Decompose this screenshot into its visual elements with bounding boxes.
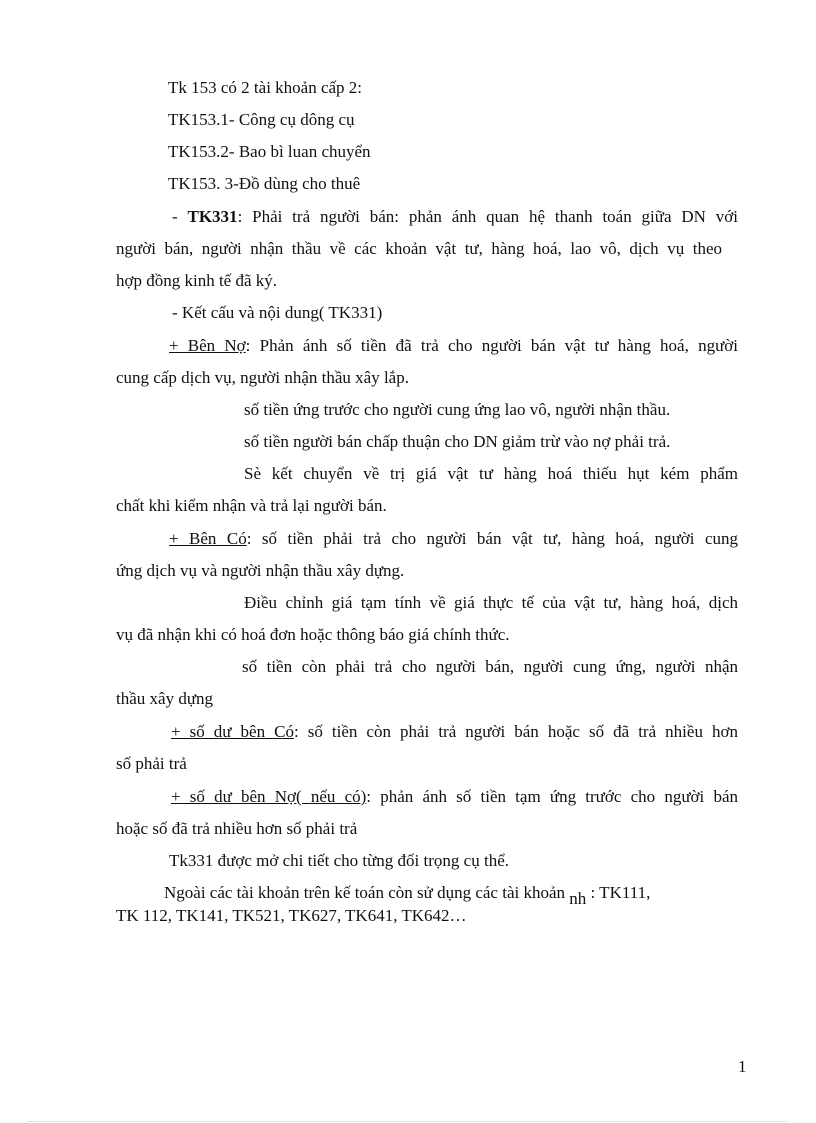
paragraph-ben-co-line1 (169, 529, 738, 549)
other-accounts-tk111: : TK111, (590, 883, 651, 902)
ben-co-item-remaining-line2: thầu xây dựng (116, 689, 214, 708)
tk331-dash: - (172, 207, 188, 226)
paragraph-du-co-line1 (171, 722, 738, 742)
paragraph-ben-co-line2: ứng dịch vụ và người nhận thầu xây dựng. (116, 561, 405, 580)
ben-co-item-adjust-line1: Điều chỉnh giá tạm tính về giá thực tế của vật tư, hàng hoá, dịch (244, 593, 738, 612)
line-tk153-2: TK153.2- Bao bì luan chuyển (168, 142, 371, 161)
ben-co-item-remaining-line1: số tiền còn phải trả cho người bán, người cung ứng, người nhận (242, 657, 738, 676)
page-number: 1 (738, 1057, 747, 1076)
paragraph-du-no-line2: hoặc số đã trả nhiều hơn số phải trả (116, 819, 358, 838)
ben-co-label: + Bên Có (169, 529, 247, 548)
other-accounts-subscript: nh (569, 889, 587, 908)
paragraph-tk331-line3: hợp đồng kinh tế đã ký. (116, 271, 278, 290)
ben-no-text: : Phản ánh số tiền đã trả cho người bán vật tư hàng hoá, người (245, 336, 738, 355)
tk331-definition: : Phải trả người bán: phản ánh quan hệ thanh toán giữa DN với (237, 207, 738, 226)
paragraph-tk331-line1 (172, 207, 738, 227)
line-tk153-intro: Tk 153 có 2 tài khoản cấp 2: (168, 78, 363, 97)
du-no-label: + số dư bên Nợ( nếu có) (171, 787, 367, 806)
ben-co-item-adjust-line2: vụ đã nhận khi có hoá đơn hoặc thông báo giá chính thức. (116, 625, 510, 644)
du-co-label: + số dư bên Có (171, 722, 294, 741)
du-no-text: : phản ánh số tiền tạm ứng trước cho người bán (366, 787, 738, 806)
ben-no-item-discount: số tiền người bán chấp thuận cho DN giảm trừ vào nợ phải trả. (244, 432, 671, 451)
paragraph-ben-no-line1 (169, 336, 738, 356)
ben-no-item-transfer-line2: chất khi kiểm nhận và trả lại người bán. (116, 496, 387, 515)
heading-structure: - Kết cấu và nội dung( TK331) (172, 303, 383, 322)
paragraph-tk331-line2: người bán, người nhận thầu về các khoản vật tư, hàng hoá, lao vô, dịch vụ theo (116, 239, 722, 258)
du-co-text: : số tiền còn phải trả người bán hoặc số đã trả nhiều hơn (293, 722, 738, 741)
tk331-term: TK331 (187, 207, 238, 226)
ben-no-item-transfer-line1: Sè kết chuyển về trị giá vật tư hàng hoá thiếu hụt kém phẩm (244, 464, 738, 483)
paragraph-other-accounts-line1 (164, 883, 651, 908)
line-tk331-detail: Tk331 được mở chi tiết cho từng đối trọng cụ thể. (169, 851, 509, 870)
paragraph-du-no-line1 (171, 787, 738, 807)
ben-no-item-advance: số tiền ứng trước cho người cung ứng lao vô, người nhận thầu. (244, 400, 671, 419)
line-tk153-1: TK153.1- Công cụ dông cụ (168, 110, 355, 129)
other-accounts-text: Ngoài các tài khoản trên kế toán còn sử dụng các tài khoản (164, 883, 566, 902)
ben-co-text: : số tiền phải trả cho người bán vật tư, hàng hoá, người cung (246, 529, 738, 548)
paragraph-ben-no-line2: cung cấp dịch vụ, người nhận thầu xây lắp. (116, 368, 409, 387)
page-bottom-rule (28, 1121, 788, 1122)
line-tk153-3: TK153. 3-Đồ dùng cho thuê (168, 174, 361, 193)
ben-no-label: + Bên Nợ (169, 336, 246, 355)
paragraph-du-co-line2: số phải trả (116, 754, 187, 773)
paragraph-other-accounts-line2: TK 112, TK141, TK521, TK627, TK641, TK642… (116, 906, 467, 925)
